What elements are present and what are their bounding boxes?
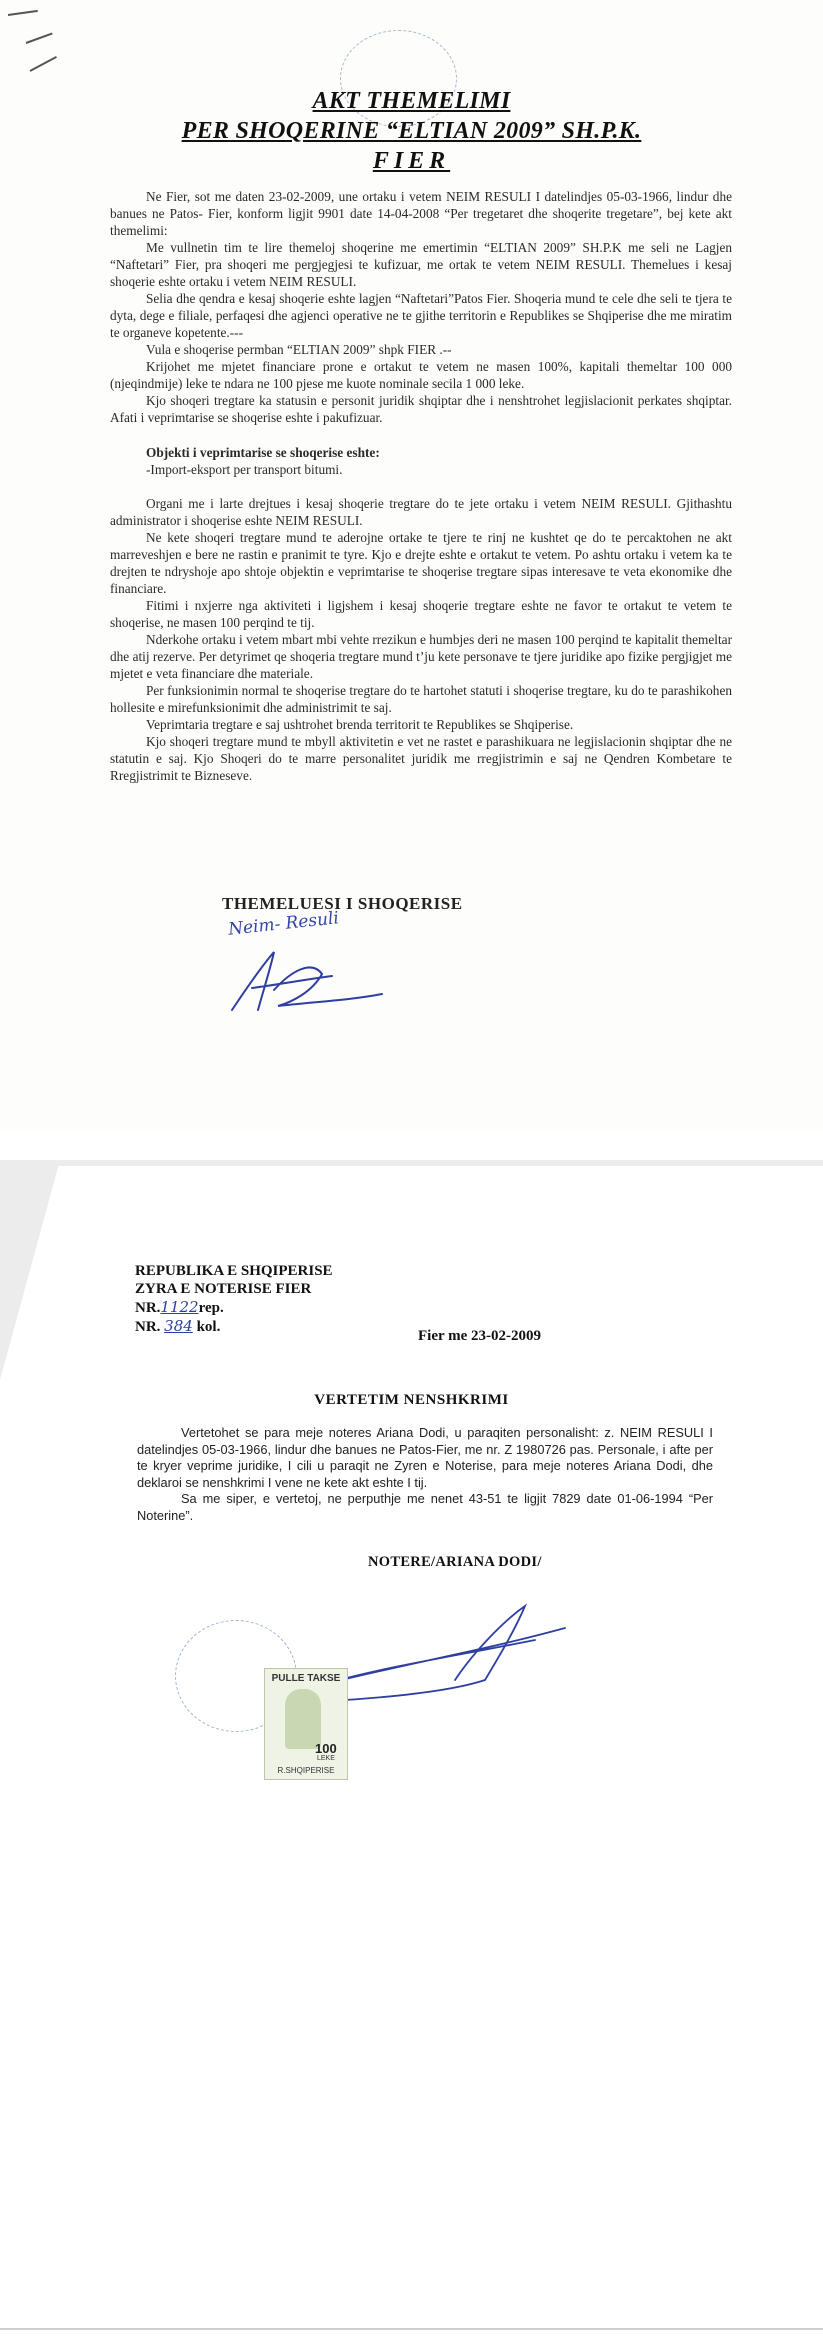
paragraph: Kjo shoqeri tregtare ka statusin e personit juridik shqiptar dhe i nenshtrohet legjislacionit perkates shqiptar. Afati i veprimtarise se shoqerise eshte i pakufizuar. — [110, 393, 732, 425]
paragraph: Fitimi i nxjerre nga aktiviteti i ligjshem i kesaj shoqerie tregtare eshte ne favor te ortakut te vetem te shoqerise, ne masen 100 perqind te tij. — [110, 598, 732, 630]
nr-rep-row — [135, 1298, 333, 1317]
paragraph: Per funksionimin normal te shoqerise tregtare do te hartohet statuti i shoqerise tregtare, ku do te parashikohen hollesite e mirefunksionimit dhe administrimit te saj. — [110, 683, 732, 715]
scan-mark — [30, 56, 57, 72]
title-line-1: AKT THEMELIMI — [312, 88, 511, 114]
founder-label: THEMELUESI I SHOQERISE — [222, 894, 463, 913]
paragraph: Nderkohe ortaku i vetem mbart mbi vehte rrezikun e humbjes deri ne masen 100 perqind te kapitalit themeltar dhe atij rezerve. Per detyrimet qe shoqeria tregtare mund t’ju kete personave te tjere juridike apo fizike pergjigjet me mjetet e veta financiare dhe materiale. — [110, 632, 732, 681]
tax-stamp-figure-icon — [285, 1689, 321, 1749]
nr-rep-suffix: rep. — [198, 1300, 224, 1316]
paragraph: Organi me i larte drejtues i kesaj shoqerie tregtare do te jete ortaku i vetem NEIM RESULI. Gjithashtu administrator i shoqerise eshte NEIM RESULI. — [110, 496, 732, 528]
paragraph: Veprimtaria tregtare e saj ushtrohet brenda territorit te Republikes se Shqiperise. — [146, 717, 574, 732]
tax-stamp — [264, 1668, 348, 1780]
paragraph: Ne Fier, sot me daten 23-02-2009, une ortaku i vetem NEIM RESULI I datelindjes 05-03-1966, lindur dhe banues ne Patos- Fier, konform ligjit 9901 date 14-04-2008 “Per tregetaret dhe shoqerite tregetare”, bej kete akt themelimi: — [110, 189, 732, 238]
paragraph: Krijohet me mjetet financiare prone e ortakut te vetem ne masen 100%, kapitali themeltar 100 000 (njeqindmije) leke te ndara ne 100 pjese me kuote nominale secila 1 000 leke. — [110, 359, 732, 391]
page-notary-verification — [0, 1160, 823, 2340]
document-title — [0, 86, 823, 176]
page-edge — [0, 2328, 823, 2330]
scan-mark — [8, 10, 38, 16]
paragraph: Sa me siper, e vertetoj, ne perputhje me nenet 43-51 te ligjit 7829 date 01-06-1994 “Per Noterine”. — [137, 1491, 713, 1523]
object-item: -Import-eksport per transport bitumi. — [146, 462, 343, 477]
notary-signoff: NOTERE/ARIANA DODI/ — [368, 1554, 542, 1570]
page-founding-act — [0, 0, 823, 1130]
paragraph: Selia dhe qendra e kesaj shoqerie eshte lagjen “Naftetari”Patos Fier. Shoqeria mund te cele dhe seli te tjera te dyta, dege e filiale, perfaqesi dhe agjenci operative ne te gjithe territorin e Republikes se Shqiperise dhe me miratim te organeve kopetente.--- — [110, 291, 732, 340]
nr-prefix: NR. — [135, 1300, 161, 1316]
notary-office-label: ZYRA E NOTERISE FIER — [135, 1281, 312, 1297]
notary-header — [135, 1262, 333, 1336]
nr-kol-suffix: kol. — [196, 1319, 221, 1335]
object-heading: Objekti i veprimtarise se shoqerise eshte: — [146, 445, 380, 460]
nr-prefix: NR. — [135, 1319, 161, 1335]
verification-date: Fier me 23-02-2009 — [418, 1328, 542, 1344]
act-body — [110, 188, 732, 784]
scan-shadow — [0, 1160, 60, 1380]
paragraph: Ne kete shoqeri tregtare mund te aderojne ortake te tjere te rinj ne kushtet qe do te percaktohen ne akt marreveshjen e bere ne rastin e pranimit te tyre. Kjo e drejte eshte e ortakut te vetem. Po ashtu ortaku i vetem ka te drejten te ndryshoje apo shtoje objektin e veprimtarise te shoqerise tregtare sipas interesave te veta ekonomike dhe financiare. — [110, 530, 732, 596]
title-line-3: FIER — [372, 148, 451, 174]
paragraph: Me vullnetin tim te lire themeloj shoqerine me emertimin “ELTIAN 2009” SH.P.K me seli ne Lagjen “Naftetari” Fier, pra shoqeri me pergjegjesi te kufizuar, me ortak te vetem NEIM RESULI. Themelues i kesaj shoqerie eshte ortaku i vetem NEIM RESULI. — [110, 240, 732, 289]
paragraph: Kjo shoqeri tregtare mund te mbyll aktivitetin e vet ne rastet e parashikuara ne legjislacionin shqiptar dhe ne statutin e saj. Kjo Shoqeri do te marre personalitet juridik me rregjistrimin e saj ne Qendren Kombetare te Rregjistrimit te Bizneseve. — [110, 734, 732, 783]
founder-signature-icon — [222, 940, 392, 1020]
republic-label: REPUBLIKA E SHQIPERISE — [135, 1263, 333, 1279]
scan-shadow — [0, 1160, 823, 1166]
nr-kol-row — [135, 1317, 333, 1336]
verification-body — [137, 1425, 713, 1524]
page-separator — [0, 1130, 823, 1160]
scan-mark — [26, 32, 53, 43]
tax-stamp-top-label: PULLE TAKSE — [271, 1673, 341, 1684]
tax-stamp-value: 100 — [315, 1741, 337, 1756]
paragraph: Vertetohet se para meje noteres Ariana Dodi, u paraqiten personalisht: z. NEIM RESULI I datelindjes 05-03-1966, lindur dhe banues ne Patos-Fier, me nr. Z 1980726 pas. Personale, i afte per te kryer veprime juridike, I cili u paraqit ne Zyren e Noterise, para meje noteres Ariana Dodi, dhe deklaroi se nenshkrimi I vene ne kete akt eshte I tij. — [137, 1425, 713, 1490]
paragraph: Vula e shoqerise permban “ELTIAN 2009” shpk FIER .-- — [146, 342, 452, 357]
title-line-2: PER SHOQERINE “ELTIAN 2009” SH.P.K. — [181, 118, 642, 144]
handwritten-founder-name: Neim- Resuli — [227, 908, 340, 940]
verification-title: VERTETIM NENSHKRIMI — [314, 1392, 509, 1408]
nr-kol-value: 384 — [164, 1317, 193, 1335]
nr-rep-value: 1122 — [160, 1298, 199, 1316]
tax-stamp-unit: LEKE — [317, 1755, 335, 1762]
tax-stamp-bottom-label: R.SHQIPERISE — [277, 1766, 335, 1775]
